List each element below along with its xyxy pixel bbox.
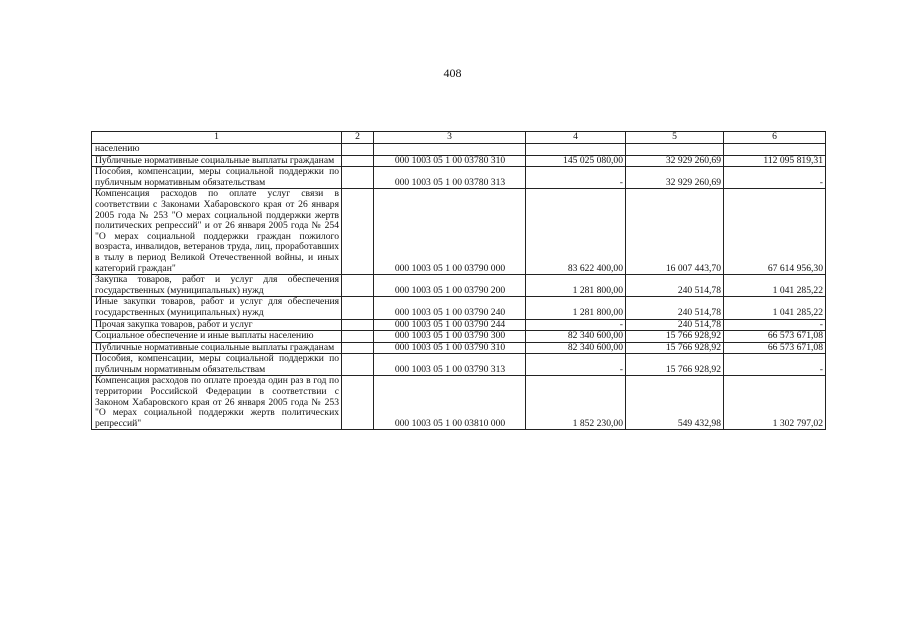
row-value-4: 82 340 600,00 <box>526 331 626 343</box>
row-value-4: 82 340 600,00 <box>526 342 626 354</box>
header-row <box>92 132 826 144</box>
row-col2 <box>342 155 374 167</box>
row-name: населению <box>92 144 342 156</box>
row-value-6: 112 095 819,31 <box>724 155 826 167</box>
row-name: Закупка товаров, работ и услуг для обеспечения государственных (муниципальных) нужд <box>92 275 342 297</box>
row-value-5: 32 929 260,69 <box>626 155 724 167</box>
row-value-6: 66 573 671,08 <box>724 342 826 354</box>
table-row <box>92 189 826 275</box>
header-col-5: 5 <box>626 132 724 144</box>
row-value-6: 1 041 285,22 <box>724 297 826 319</box>
row-name: Иные закупки товаров, работ и услуг для обеспечения государственных (муниципальных) нужд <box>92 297 342 319</box>
row-value-4 <box>526 144 626 156</box>
row-value-4: 1 852 230,00 <box>526 376 626 430</box>
row-col2 <box>342 319 374 331</box>
row-value-5: 240 514,78 <box>626 297 724 319</box>
row-value-5: 240 514,78 <box>626 319 724 331</box>
budget-table <box>91 131 826 430</box>
table-row <box>92 331 826 343</box>
row-value-6: 66 573 671,08 <box>724 331 826 343</box>
row-value-6: 67 614 956,30 <box>724 189 826 275</box>
row-name: Пособия, компенсации, меры социальной поддержки по публичным нормативным обязательствам <box>92 354 342 376</box>
row-name: Публичные нормативные социальные выплаты гражданам <box>92 342 342 354</box>
row-name: Прочая закупка товаров, работ и услуг <box>92 319 342 331</box>
row-code: 000 1003 05 1 00 03790 200 <box>374 275 526 297</box>
page-number: 408 <box>443 66 462 80</box>
row-value-4: 1 281 800,00 <box>526 297 626 319</box>
table-row <box>92 342 826 354</box>
row-value-4: 1 281 800,00 <box>526 275 626 297</box>
table-row <box>92 297 826 319</box>
row-code: 000 1003 05 1 00 03790 300 <box>374 331 526 343</box>
row-value-4: 83 622 400,00 <box>526 189 626 275</box>
row-col2 <box>342 275 374 297</box>
row-code: 000 1003 05 1 00 03810 000 <box>374 376 526 430</box>
row-value-5: 16 007 443,70 <box>626 189 724 275</box>
row-code: 000 1003 05 1 00 03790 000 <box>374 189 526 275</box>
row-name: Социальное обеспечение и иные выплаты населению <box>92 331 342 343</box>
row-value-4: - <box>526 319 626 331</box>
table-row <box>92 275 826 297</box>
table-row <box>92 354 826 376</box>
row-value-5: 240 514,78 <box>626 275 724 297</box>
header-col-4: 4 <box>526 132 626 144</box>
row-name: Пособия, компенсации, меры социальной поддержки по публичным нормативным обязательствам <box>92 167 342 189</box>
row-col2 <box>342 297 374 319</box>
row-value-5: 549 432,98 <box>626 376 724 430</box>
row-value-6 <box>724 144 826 156</box>
row-value-5 <box>626 144 724 156</box>
table-row <box>92 376 826 430</box>
row-value-6: - <box>724 167 826 189</box>
table-row <box>92 167 826 189</box>
header-col-2: 2 <box>342 132 374 144</box>
table-row <box>92 319 826 331</box>
header-col-3: 3 <box>374 132 526 144</box>
row-col2 <box>342 331 374 343</box>
row-code: 000 1003 05 1 00 03790 240 <box>374 297 526 319</box>
row-col2 <box>342 342 374 354</box>
row-value-5: 15 766 928,92 <box>626 342 724 354</box>
header-col-1: 1 <box>92 132 342 144</box>
row-code: 000 1003 05 1 00 03790 244 <box>374 319 526 331</box>
row-name: Публичные нормативные социальные выплаты гражданам <box>92 155 342 167</box>
table-row <box>92 144 826 156</box>
row-value-5: 15 766 928,92 <box>626 331 724 343</box>
row-col2 <box>342 167 374 189</box>
row-code: 000 1003 05 1 00 03790 313 <box>374 354 526 376</box>
row-code: 000 1003 05 1 00 03790 310 <box>374 342 526 354</box>
row-value-5: 15 766 928,92 <box>626 354 724 376</box>
header-col-6: 6 <box>724 132 826 144</box>
row-code: 000 1003 05 1 00 03780 313 <box>374 167 526 189</box>
row-value-4: - <box>526 167 626 189</box>
row-code <box>374 144 526 156</box>
table-row <box>92 155 826 167</box>
row-value-5: 32 929 260,69 <box>626 167 724 189</box>
row-col2 <box>342 354 374 376</box>
row-value-6: 1 041 285,22 <box>724 275 826 297</box>
row-name: Компенсация расходов по оплате проезда один раз в год по территории Российской Федерации в соответствии с Законом Хабаровского края от 26 января 2005 года № 253 "О мерах социальной поддержки жертв политических репрессий" <box>92 376 342 430</box>
row-col2 <box>342 189 374 275</box>
row-col2 <box>342 144 374 156</box>
row-value-6: 1 302 797,02 <box>724 376 826 430</box>
row-value-4: 145 025 080,00 <box>526 155 626 167</box>
row-value-6: - <box>724 319 826 331</box>
row-col2 <box>342 376 374 430</box>
row-value-6: - <box>724 354 826 376</box>
row-name: Компенсация расходов по оплате услуг связи в соответствии с Законами Хабаровского края от 26 января 2005 года № 253 "О мерах социальной поддержки жертв политических репрессий" и от 26 января 2005 года № 254 "О мерах социальной поддержки граждан пожилого возраста, инвалидов, ветеранов труда, лиц, проработавших в тылу в период Великой Отечественной войны, и иных категорий граждан" <box>92 189 342 275</box>
row-value-4: - <box>526 354 626 376</box>
row-code: 000 1003 05 1 00 03780 310 <box>374 155 526 167</box>
